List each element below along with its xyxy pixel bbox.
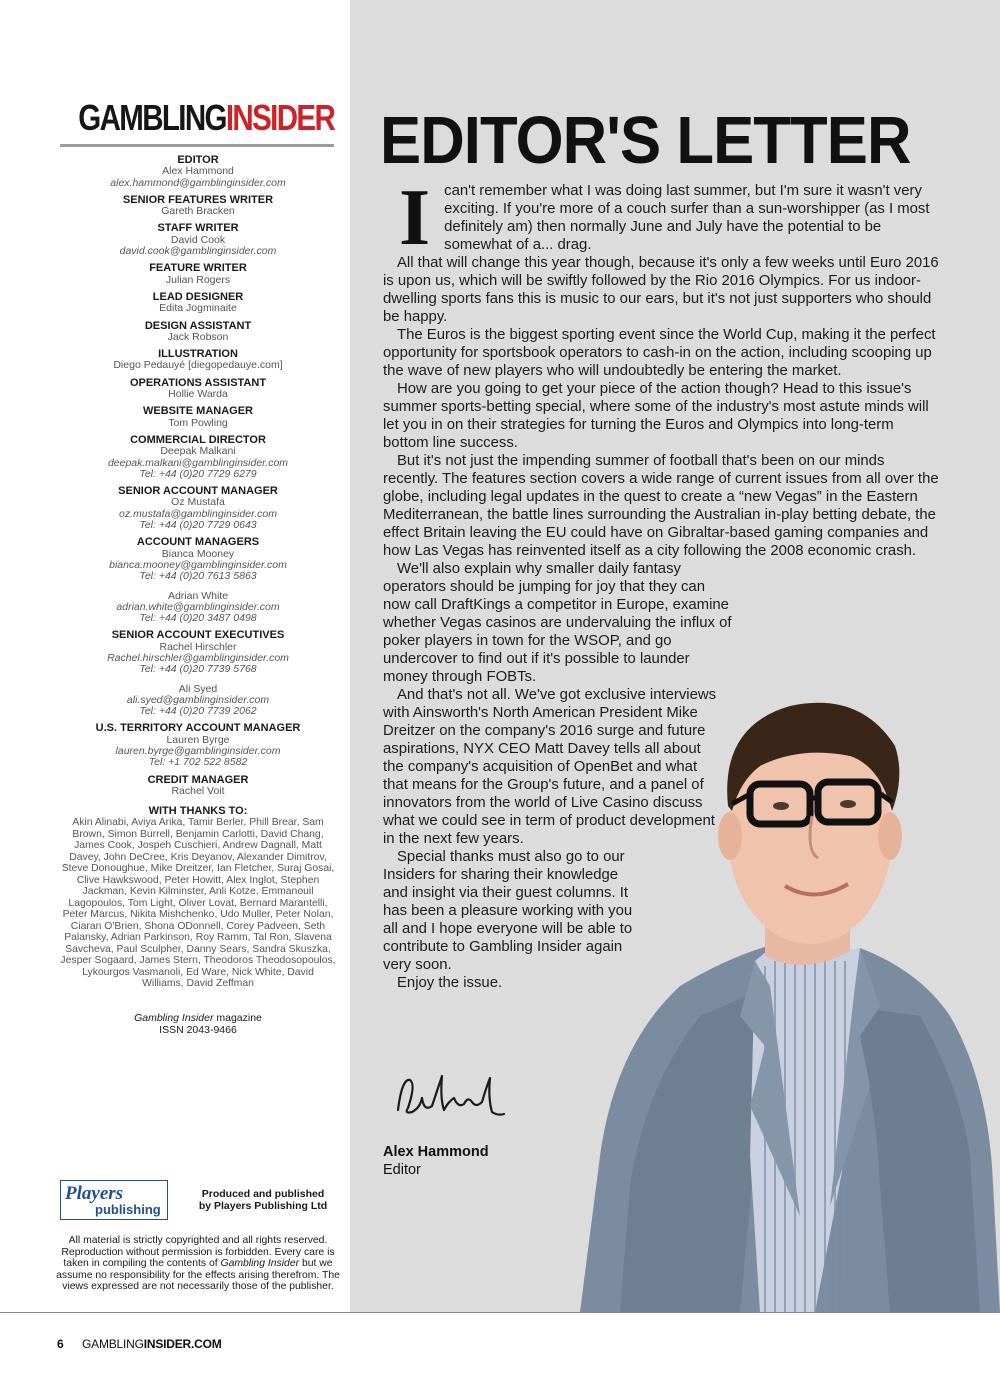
- disclaimer-part2: but we assume no responsibility for the effects arising therefrom. The views expressed are not necessarily those of the publisher.: [56, 1258, 340, 1292]
- staff-credits: [52, 155, 344, 797]
- credit-account-managers: [52, 537, 344, 582]
- page-title: EDITOR'S LETTER: [380, 103, 911, 178]
- credit-feature-writer: [52, 263, 344, 286]
- paragraph: How are you going to get your piece of the action though? Head to this issue's summer sports-betting special, where some of the industry's most astute minds will let you in on their strategies for turning the Euros and Olympics into long-term bottom line success.: [383, 381, 929, 451]
- credit-role: SENIOR ACCOUNT MANAGER: [118, 485, 278, 498]
- credit-lead-designer: [52, 292, 344, 315]
- credit-phone: Tel: +44 (0)20 7739 5768: [139, 663, 257, 676]
- credit-name: Rachel Voit: [171, 784, 225, 797]
- credit-phone: Tel: +44 (0)20 7729 6279: [139, 467, 257, 480]
- masthead-column: [52, 97, 344, 1036]
- credit-role: FEATURE WRITER: [149, 262, 247, 275]
- credit-role: ACCOUNT MANAGERS: [136, 536, 260, 549]
- logo-insider: INSIDER: [225, 97, 335, 138]
- credit-email: Rachel.hirschler@gamblinginsider.com: [107, 651, 289, 664]
- footer-divider: [0, 1312, 1000, 1313]
- credit-design-assistant: [52, 321, 344, 344]
- credit-commercial-director: [52, 435, 344, 480]
- author-name: Alex Hammond: [383, 1144, 489, 1160]
- credit-role: SENIOR FEATURES WRITER: [122, 193, 274, 206]
- credit-role: OPERATIONS ASSISTANT: [129, 376, 267, 389]
- paragraph: We'll also explain why smaller daily fantasy operators should be jumping for joy that they can now call DraftKings a competitor in Europe, examine whether Vegas casinos are undervaluing the influx of poker players in town for the WSOP, and go undercover to find out if it's possible to launder money through FOBTs.: [383, 561, 732, 685]
- credit-account-executive-2: [52, 684, 344, 718]
- credit-phone: Tel: +44 (0)20 7613 5863: [139, 570, 257, 583]
- magazine-logo: [78, 97, 335, 138]
- credit-name: Lauren Byrge: [166, 733, 230, 746]
- publisher-text: [184, 1188, 342, 1212]
- credit-name: Rachel Hirschler: [159, 640, 237, 653]
- paragraph: And that's not all. We've got exclusive interviews with Ainsworth's North American President Mike Dreitzer on the company's 2016 surge and future aspirations, NYX CEO Matt Davey tells all about the company's acquisition of OpenBet and what that means for the Group's future, and a panel of innovators from the world of Live Casino discuss what we could see in term of product development in the next few years.: [383, 687, 717, 847]
- credit-role: U.S. TERRITORY ACCOUNT MANAGER: [95, 722, 301, 735]
- credit-name: Gareth Bracken: [161, 205, 235, 218]
- paragraph: The Euros is the biggest sporting event since the World Cup, making it the perfect opportunity for sportsbook operators to cash-in on the action, including scooping up the wave of new players who will undoubtedly be entering the market.: [383, 327, 936, 379]
- page-number: 6: [57, 1337, 64, 1351]
- credit-us-territory-account-manager: [52, 723, 344, 768]
- footer-site-part2: INSIDER.COM: [143, 1337, 222, 1351]
- copyright-disclaimer: [52, 1235, 344, 1293]
- editors-letter-body: [383, 174, 943, 992]
- credit-role: SENIOR ACCOUNT EXECUTIVES: [111, 629, 285, 642]
- magazine-suffix: magazine: [213, 1011, 262, 1024]
- credit-name: Julian Rogers: [165, 273, 231, 286]
- footer-website: [82, 1337, 222, 1351]
- credit-name: Ali Syed: [178, 682, 218, 695]
- thanks-list: Akin Alinabi, Aviya Arika, Tamir Berler, Phill Brear, Sam Brown, Simon Burrell, Benjamin Carlotti, David Chang, James Cook, Jospeh Cuschieri, Andrew Dagnall, Matt Davey, John DeCree, Kris Deyanov, Alexander Dimitrov, Steve Donoughue, Mike Dreitzer, Ian Fletcher, Suraj Gosai, Clive Hawkswood, Peter Howitt, Alex Inglot, Stephen Jackman, Kevin Kilminster, Anli Kotze, Emmanouil Lagopoulos, Tom Light, Oliver Lovat, Bernard Marantelli, Peter Marcus, Nikita Mishchenko, Udo Muller, Peter Nolan, Ciaran O'Brien, Shona ODonnell, Corey Padveen, Seth Palansky, Adrian Parkinson, Roy Ramm, Tal Ron, Slavena Savcheva, Paul Sculpher, Danny Sears, Sandra Skuszka, Jesper Sogaard, James Stern, Theodoros Theodosopoulos, Lykourgos Vasmanoli, Ed Ware, Nick White, David Williams, David Zeffman: [60, 817, 336, 990]
- paragraph: All that will change this year though, because it's only a few weeks until Euro 2016 is upon us, which will be swiftly followed by the Rio 2016 Olympics. For us indoor-dwelling sports fans this is music to our ears, but it's not just supporters who should be happy.: [383, 255, 939, 325]
- credit-role: ILLUSTRATION: [158, 348, 238, 361]
- logo-gambling: GAMBLING: [78, 97, 226, 138]
- paragraph: Enjoy the issue.: [397, 975, 503, 991]
- credit-email: alex.hammond@gamblinginsider.com: [110, 176, 286, 189]
- paragraph: But it's not just the impending summer of football that's been on our minds recently. The features section covers a wide range of current issues from all over the globe, including legal updates in the quest to create a “new Vegas” in the Eastern Mediterranean, the battle lines surrounding the Australian in-play betting debate, the effect Britain leaving the EU could have on Gibraltar-based gaming companies and how Las Vegas has reinvented itself as a city following the 2008 economic crash.: [383, 453, 939, 559]
- credit-operations-assistant: [52, 378, 344, 401]
- credit-account-manager-2: [52, 591, 344, 625]
- credit-name: Tom Powling: [168, 416, 228, 429]
- credit-email: deepak.malkani@gamblinginsider.com: [107, 456, 289, 469]
- credit-website-manager: [52, 406, 344, 429]
- credit-name: Alex Hammond: [162, 165, 234, 178]
- credit-role: CREDIT MANAGER: [147, 773, 249, 786]
- credit-editor: [52, 155, 344, 189]
- drop-cap: I: [399, 174, 431, 262]
- credit-name: Oz Mustafa: [171, 496, 225, 509]
- footer-site-part1: GAMBLING: [82, 1337, 144, 1351]
- credit-role: STAFF WRITER: [157, 222, 239, 235]
- credit-role: WEBSITE MANAGER: [143, 405, 253, 418]
- credit-credit-manager: [52, 775, 344, 798]
- magazine-info: [52, 1012, 344, 1036]
- credit-illustration: [52, 349, 344, 372]
- logo-divider: [60, 144, 334, 147]
- credit-name: Bianca Mooney: [161, 547, 235, 560]
- publisher-line1: Produced and published: [201, 1188, 325, 1200]
- credit-role: DESIGN ASSISTANT: [144, 319, 252, 332]
- publisher-line2: by Players Publishing Ltd: [198, 1200, 328, 1212]
- credit-name: Diego Pedauyé [diegopedauye.com]: [113, 359, 283, 372]
- magazine-name: Gambling Insider: [134, 1011, 214, 1024]
- credit-email: david.cook@gamblinginsider.com: [119, 245, 277, 258]
- editor-signature: [392, 1068, 512, 1124]
- publisher-block: [60, 1180, 342, 1222]
- credit-role: EDITOR: [177, 154, 219, 166]
- issn: ISSN 2043-9466: [159, 1023, 237, 1036]
- credit-name: Adrian White: [167, 589, 229, 602]
- thanks-heading: WITH THANKS TO:: [148, 805, 248, 818]
- credit-email: bianca.mooney@gamblinginsider.com: [109, 558, 287, 571]
- credit-senior-account-manager: [52, 486, 344, 531]
- players-publishing-logo: [60, 1180, 168, 1220]
- credit-name: Edita Jogminaite: [159, 302, 237, 315]
- disclaimer-part1: All material is strictly copyrighted and all rights reserved. Reproduction without permission is forbidden. Every care is taken in compiling the contents of: [61, 1235, 335, 1269]
- credit-email: ali.syed@gamblinginsider.com: [126, 693, 270, 706]
- credit-email: lauren.byrge@gamblinginsider.com: [115, 745, 281, 758]
- credit-email: adrian.white@gamblinginsider.com: [116, 600, 280, 613]
- credit-name: Jack Robson: [167, 330, 229, 343]
- credit-staff-writer: [52, 223, 344, 257]
- paragraph: Special thanks must also go to our Insiders for sharing their knowledge and insight via their guest columns. It has been a pleasure working with you all and I hope everyone will be able to contribute to Gambling Insider again very soon.: [383, 849, 633, 973]
- credit-role: COMMERCIAL DIRECTOR: [130, 433, 266, 446]
- credit-name: Deepak Malkani: [160, 445, 236, 458]
- credit-name: Hollie Warda: [168, 388, 228, 401]
- publisher-logo-line1: Players: [65, 1183, 124, 1204]
- credit-email: oz.mustafa@gamblinginsider.com: [119, 507, 277, 520]
- credit-phone: Tel: +44 (0)20 7739 2062: [139, 705, 257, 718]
- credit-role: LEAD DESIGNER: [152, 290, 244, 303]
- credit-senior-account-executives: [52, 630, 344, 675]
- disclaimer-magazine-name: Gambling Insider: [220, 1258, 300, 1269]
- credit-senior-features-writer: [52, 195, 344, 218]
- paragraph: can't remember what I was doing last summer, but I'm sure it wasn't very exciting. If you're more of a couch surfer than a sun-worshipper (as I most definitely am) then normally June and July have the potential to be somewhat of a... drag.: [444, 183, 930, 253]
- publisher-logo-line2: publishing: [95, 1202, 161, 1217]
- credit-name: David Cook: [170, 233, 226, 246]
- credit-phone: Tel: +1 702 522 8582: [148, 756, 248, 769]
- credit-phone: Tel: +44 (0)20 3487 0498: [139, 612, 257, 625]
- author-title: Editor: [383, 1162, 421, 1178]
- credit-phone: Tel: +44 (0)20 7729 0643: [139, 519, 257, 532]
